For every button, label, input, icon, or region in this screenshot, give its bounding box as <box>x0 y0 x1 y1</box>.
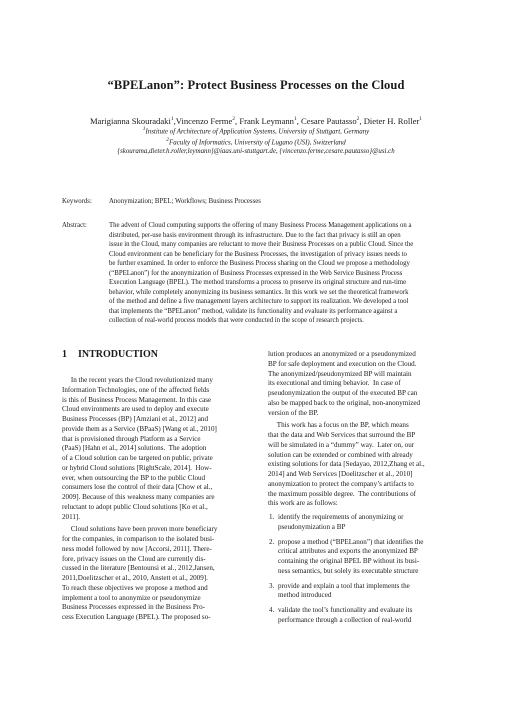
list-marker: 3. <box>269 581 275 590</box>
list-item <box>268 538 454 577</box>
text-line: validate the tool’s functionality and evaluate its <box>278 606 413 614</box>
keywords-text: Anonymization; BPEL; Workflows; Business Processes <box>109 198 261 205</box>
text-line: or hybrid Cloud solutions [RightScale, 2014]. How- <box>62 463 212 472</box>
abstract-line: The advent of Cloud computing supports the offering of many Business Process Management applications on a <box>109 222 412 229</box>
abstract-line: (“BPELanon”) for the anonymization of Business Processes expressed in the Web Service Business Process <box>109 269 403 277</box>
paragraph <box>62 376 248 522</box>
text-line: fore, privacy issues on the Cloud are currently dis- <box>62 554 206 563</box>
author-name: Cesare Pautasso <box>301 116 357 126</box>
text-line: ness model followed by now [Accorsi, 2011]. There- <box>62 544 212 553</box>
affiliation-text: Institute of Architecture of Application Systems, University of Stuttgart, Germany <box>145 128 370 136</box>
author-affiliation-mark: 2 <box>356 116 360 123</box>
text-line: its executional and timing behavior. In case of <box>268 379 401 388</box>
text-line: pseudonymization the output of the executed BP can <box>268 389 418 397</box>
text-line: (PaaS) [Hahn et al., 2014] solutions. The adoption <box>62 444 207 453</box>
text-line: Business Processes expressed in the Business Pro- <box>62 603 206 612</box>
paragraph <box>62 525 248 623</box>
author-name: Dieter H. Roller <box>363 116 420 126</box>
list-item <box>268 513 454 533</box>
text-line: consumers lose the control of their data [Chow et al., <box>62 483 213 492</box>
text-line: To reach these objectives we propose a method and <box>62 583 208 592</box>
list-marker: 2. <box>269 537 275 546</box>
text-line: BP for safe deployment and execution on the Cloud. <box>268 359 417 368</box>
text-line: this work are as follows: <box>268 499 338 508</box>
text-line: Business Processes (BP) [Amziani et al., 2012] and <box>62 415 208 423</box>
text-line: propose a method (“BPELanon”) that identifies the <box>278 537 424 546</box>
text-line: version of the BP. <box>268 408 319 417</box>
section-title: INTRODUCTION <box>78 349 159 360</box>
text-line: ever, when outsourcing the BP to the public Cloud <box>62 473 206 482</box>
author-list: Marigianna Skouradaki$^1$,Vincenzo Ferme$^2$, Frank Leymann$^1$, Cesare Pautasso$^2$, Dieter H. Roller$^1$ <box>89 116 423 126</box>
text-line: anonymization to protect the company’s artifacts to <box>268 479 414 488</box>
left-column <box>62 376 248 623</box>
abstract-line: collection of real-world process models that were conducted in the scope of research projects. <box>109 317 364 324</box>
section-number: 1 <box>62 349 67 360</box>
abstract-line: be further examined. In order to enforce the Business Process sharing on the Cloud we propose a methodology <box>109 260 410 267</box>
abstract-line: Execution Language (BPEL). The method transforms a process to preserve its original structure and run-time <box>109 279 407 286</box>
paper-title: “BPELanon”: Protect Business Processes on the Cloud <box>107 78 405 92</box>
list-item <box>268 582 454 602</box>
abstract-line: that implements the “BPELanon” method, validate its functionality and evaluate its performance against a <box>109 307 398 315</box>
text-line: 2011]. <box>62 512 81 521</box>
text-line: The anonymized/pseudonymized BP will maintain <box>268 369 412 378</box>
affiliation-mark: 2 <box>166 137 170 143</box>
text-line: 2011,Doelitzscher et al., 2010, Anstett et al., 2009]. <box>62 574 208 582</box>
abstract-line: Cloud environment can be beneficiary for the Business Processes, the investigation of privacy issues needs to <box>109 250 407 258</box>
author-affiliation-mark: 1 <box>419 116 423 123</box>
section-heading <box>62 349 158 360</box>
text-line: lution produces an anonymized or a pseudonymized <box>268 350 416 358</box>
contributions-list <box>268 513 454 626</box>
text-line: existing solutions for data [Sedayao, 2012,Zhang et al., <box>268 460 425 469</box>
affiliation-1 <box>0 126 512 135</box>
text-line: of a Cloud solution can be targeted on public, private <box>62 454 213 462</box>
abstract-line: distributed, per-use basis environment through its infrastructure. Due to the fact that privacy is still an open <box>109 231 401 239</box>
text-line: is this of Business Process Management. In this case <box>62 395 212 404</box>
affiliation-text: Faculty of Informatics, University of Lugano (USI), Switzerland <box>169 139 346 147</box>
text-line: critical attributes and exports the anonymized BP <box>278 547 418 556</box>
abstract-text <box>109 221 453 326</box>
text-line: ness semantics, but solely its executable structure <box>278 566 419 575</box>
abstract-line: of the method and define a five management layers architecture to support its realization. We developed a tool <box>109 298 409 305</box>
text-line: identify the requirements of anonymizing or <box>278 513 404 521</box>
author-name: Vincenzo Ferme <box>175 116 233 126</box>
paragraph <box>268 350 454 418</box>
text-line: for the companies, in comparison to the isolated busi- <box>62 535 215 543</box>
abstract-label: Abstract: <box>62 222 87 229</box>
author-affiliation-mark: 2 <box>232 116 236 123</box>
text-line: cussed in the literature [Bentounsi et al., 2012,Jansen, <box>62 564 215 573</box>
text-line: This work has a focus on the BP, which means <box>268 421 409 430</box>
author-affiliation-mark: 1 <box>293 116 297 123</box>
paragraph <box>268 421 454 509</box>
text-line: Information Technologies, one of the affected fields <box>62 385 210 394</box>
text-line: implement a tool to anonymize or pseudonymize <box>62 593 201 602</box>
text-line: the maximum possible degree. The contributions of <box>268 489 417 498</box>
text-line: provide them as a Service (BPaaS) [Wang et al., 2010] <box>62 424 217 433</box>
list-marker: 1. <box>269 513 275 521</box>
text-line: Cloud solutions have been proven more beneficiary <box>62 525 218 534</box>
text-line: In the recent years the Cloud revolutionized many <box>62 376 213 384</box>
text-line: 2009]. Because of this weakness many companies are <box>62 493 215 501</box>
text-line: provide and explain a tool that implements the <box>278 581 410 590</box>
keywords-label: Keywords: <box>62 198 92 205</box>
affiliation-2 <box>0 137 512 146</box>
text-line: method introduced <box>278 591 332 600</box>
text-line: containing the original BPEL BP without its busi- <box>278 557 420 565</box>
text-line: that is provisioned through Platform as a Service <box>62 434 201 443</box>
text-line: cess Execution Language (BPEL). The proposed so- <box>62 613 211 621</box>
text-line: also be mapped back to the original, non-anonymized <box>268 398 421 407</box>
text-line: reluctant to adopt public Cloud solutions [Ko et al., <box>62 502 208 511</box>
author-emails: {skourama,dieter.h.roller,leymann}@iaas.uni-stuttgart.de, {vincenzo.ferme,cesare.pautasso}@usi.ch <box>117 148 395 155</box>
abstract-line: behavior, while completely anonymizing its business semantics. In this work we set the theoretical framework <box>109 288 409 296</box>
list-item <box>268 606 454 626</box>
text-line: will be simulated in a “dummy” way. Later on, our <box>268 440 415 449</box>
author-name: Frank Leymann <box>239 116 294 126</box>
text-line: pseudonymization a BP <box>278 522 346 531</box>
text-line: solution can be extended or combined with already <box>268 450 413 459</box>
text-line: 2014] and Web Services [Doelitzscher et al., 2010] <box>268 470 413 478</box>
text-line: Cloud environments are used to deploy and execute <box>62 405 209 414</box>
author-affiliation-mark: 1 <box>170 116 174 123</box>
text-line: that the data and Web Services that surround the BP <box>268 431 416 439</box>
abstract-line: issue in the Cloud, many companies are reluctant to move their Business Processes on a public Cloud. Since the <box>109 241 414 248</box>
affiliation-mark: 1 <box>142 126 146 132</box>
text-line: performance through a collection of real-world <box>278 615 412 624</box>
list-marker: 4. <box>269 606 275 614</box>
right-column <box>268 350 454 626</box>
author-name: Marigianna Skouradaki <box>89 116 171 126</box>
